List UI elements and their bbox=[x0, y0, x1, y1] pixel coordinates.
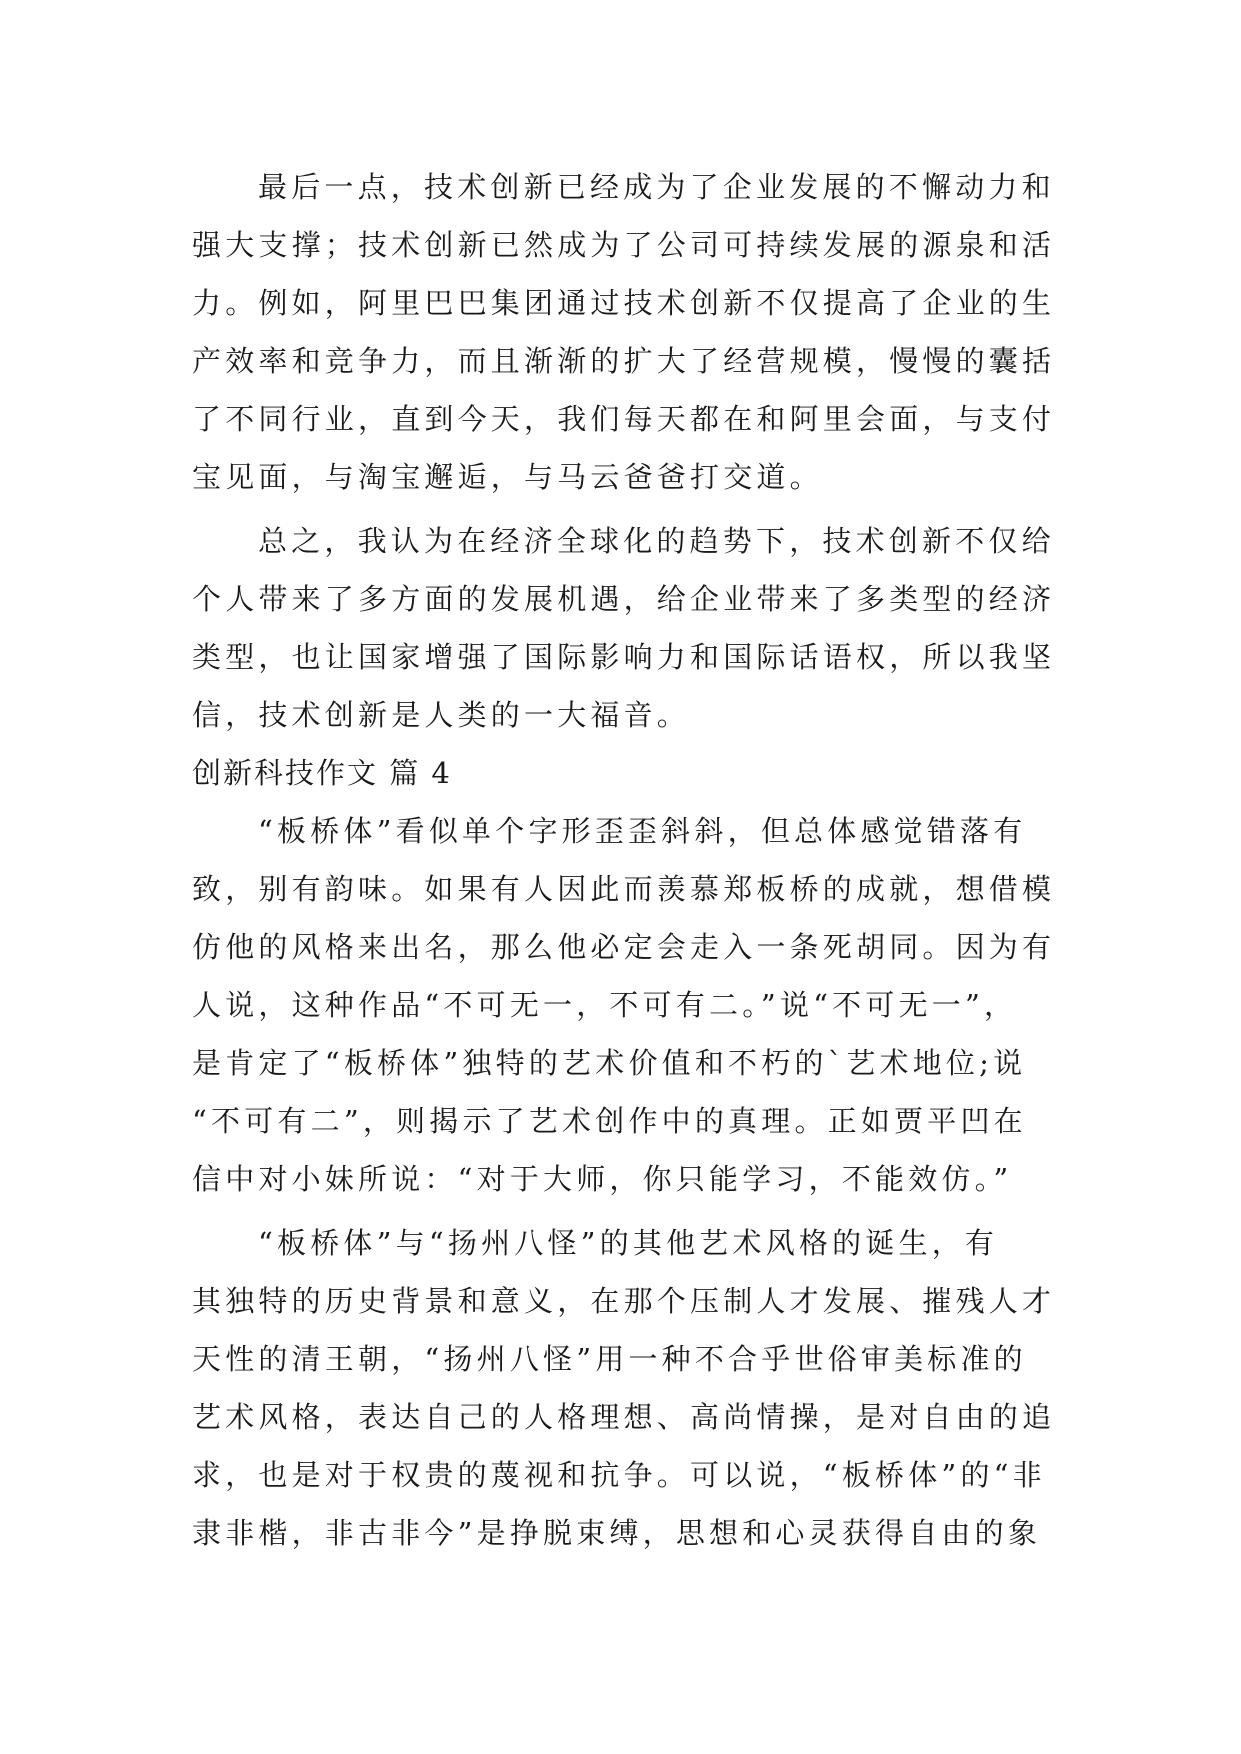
text-line: 总之，我认为在经济全球化的趋势下，技术创新不仅给 bbox=[258, 524, 1055, 558]
paragraph bbox=[192, 802, 1056, 1208]
text-line: “板桥体”与“扬州八怪”的其他艺术风格的诞生，有 bbox=[258, 1226, 999, 1260]
text-line: 个人带来了多方面的发展机遇，给企业带来了多类型的经济 bbox=[192, 582, 1056, 616]
paragraph bbox=[192, 1214, 1056, 1562]
text-line: 人说，这种作品“不可无一，不可有二。”说“不可无一”， bbox=[192, 988, 1018, 1022]
text-line: “板桥体”看似单个字形歪歪斜斜，但总体感觉错落有 bbox=[258, 814, 1027, 848]
text-line: 强大支撑；技术创新已然成为了公司可持续发展的源泉和活 bbox=[192, 228, 1056, 262]
document-body bbox=[192, 158, 1056, 1562]
text-line: 力。例如，阿里巴巴集团通过技术创新不仅提高了企业的生 bbox=[192, 286, 1056, 320]
text-line: 天性的清王朝，“扬州八怪”用一种不合乎世俗审美标准的 bbox=[192, 1342, 1027, 1376]
text-line: 产效率和竞争力，而且渐渐的扩大了经营规模，慢慢的囊括 bbox=[192, 344, 1056, 378]
paragraph bbox=[192, 512, 1056, 744]
text-line: 致，别有韵味。如果有人因此而羡慕郑板桥的成就，想借模 bbox=[192, 872, 1056, 906]
text-line: 仿他的风格来出名，那么他必定会走入一条死胡同。因为有 bbox=[192, 930, 1056, 964]
text-line: 最后一点，技术创新已经成为了企业发展的不懈动力和 bbox=[258, 170, 1055, 204]
text-line: 了不同行业，直到今天，我们每天都在和阿里会面，与支付 bbox=[192, 402, 1056, 436]
paragraph bbox=[192, 158, 1056, 506]
text-line: 宝见面，与淘宝邂逅，与马云爸爸打交道。 bbox=[192, 460, 823, 494]
section-heading: 创新科技作文 篇 4 bbox=[192, 756, 452, 790]
text-line: “不可有二”，则揭示了艺术创作中的真理。正如贾平凹在 bbox=[192, 1104, 1027, 1138]
text-line: 信，技术创新是人类的一大福音。 bbox=[192, 698, 691, 732]
text-line: 信中对小妹所说：“对于大师，你只能学习，不能效仿。” bbox=[192, 1162, 1013, 1196]
text-line: 隶非楷，非古非今”是挣脱束缚，思想和心灵获得自由的象 bbox=[192, 1516, 1042, 1550]
text-line: 其独特的历史背景和意义，在那个压制人才发展、摧残人才 bbox=[192, 1284, 1056, 1318]
text-line: 是肯定了“板桥体”独特的艺术价值和不朽的`艺术地位;说 bbox=[192, 1046, 1027, 1080]
text-line: 求，也是对于权贵的蔑视和抗争。可以说，“板桥体”的“非 bbox=[192, 1458, 1046, 1492]
text-line: 类型，也让国家增强了国际影响力和国际话语权，所以我坚 bbox=[192, 640, 1056, 674]
text-line: 艺术风格，表达自己的人格理想、高尚情操，是对自由的追 bbox=[192, 1400, 1056, 1434]
